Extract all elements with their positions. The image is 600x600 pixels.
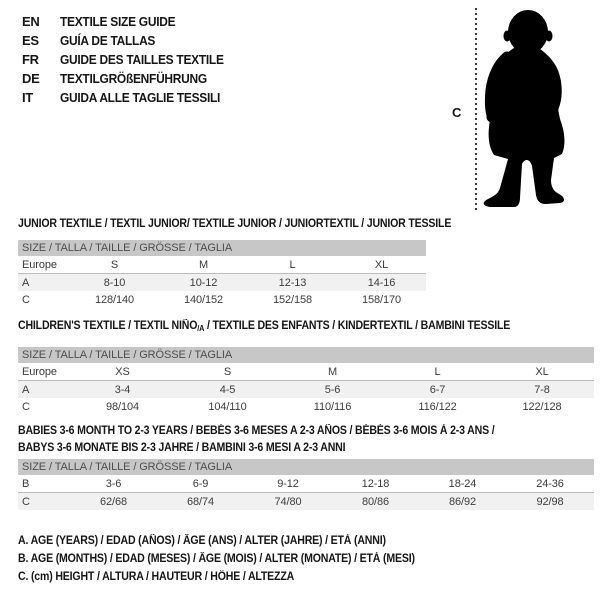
size-bar-label: SIZE / TALLA / TAILLE / GRÖSSE / TAGLIA	[18, 240, 426, 256]
children-title-suffix: / TEXTILE DES ENFANTS / KINDERTEXTIL / BAMBINI TESSILE	[204, 320, 511, 332]
lang-code: DE	[22, 71, 40, 86]
lang-code: ES	[22, 33, 39, 48]
lang-row-es	[22, 31, 238, 50]
size-cell: 128/140	[94, 293, 135, 306]
row-label: A	[18, 381, 70, 399]
footnote-c: C. (cm) HEIGHT / ALTURA / HAUTEUR / HÖHE / ALTEZZA	[18, 571, 295, 583]
row-label: B	[18, 475, 70, 493]
column-header: S	[70, 256, 159, 274]
table-row	[18, 274, 426, 292]
lang-code: EN	[22, 14, 40, 29]
size-cell: 116/122	[418, 400, 457, 413]
size-cell: 7-8	[490, 381, 594, 399]
junior-size-table	[18, 240, 426, 308]
table-row	[18, 493, 594, 511]
size-cell: 6-9	[157, 475, 244, 493]
size-cell: 24-36	[506, 475, 594, 493]
children-size-table	[18, 347, 594, 415]
babies-title-line2: BABYS 3-6 MONATE BIS 2-3 JAHRE / BAMBINI 3-6 MESI A 2-3 ANNI	[18, 442, 346, 454]
column-header: M	[280, 363, 385, 381]
size-cell: 74/80	[244, 493, 332, 511]
toddler-silhouette-icon	[470, 2, 600, 212]
row-label: C	[18, 493, 70, 511]
footnotes	[18, 532, 449, 586]
column-header: M	[159, 256, 248, 274]
column-header: XL	[490, 363, 594, 381]
column-header: Europe	[18, 256, 70, 274]
height-measure-dotted-line	[475, 8, 477, 210]
size-cell: 9-12	[244, 475, 332, 493]
lang-row-de	[22, 69, 238, 88]
size-bar	[18, 459, 594, 475]
column-header: XS	[70, 363, 175, 381]
size-cell: 5-6	[280, 381, 385, 399]
size-cell: 68/74	[157, 493, 244, 511]
size-bar-label: SIZE / TALLA / TAILLE / GRÖSSE / TAGLIA	[18, 459, 594, 475]
size-cell: 12-13	[248, 274, 337, 292]
column-header: L	[248, 256, 337, 274]
lang-row-en	[22, 12, 238, 31]
size-cell: 140/152	[183, 293, 224, 306]
lang-code: IT	[22, 90, 33, 105]
size-cell: 10-12	[159, 274, 248, 292]
size-cell: 98/104	[105, 400, 140, 413]
size-cell: 14-16	[337, 274, 426, 292]
column-header-row	[18, 363, 594, 381]
table-row	[18, 398, 594, 415]
babies-title-line1: BABIES 3-6 MONTH TO 2-3 YEARS / BEBÉS 3-6 MESES A 2-3 AÑOS / BÉBÉS 3-6 MOIS À 2-3 ANS /	[18, 425, 495, 437]
table-row	[18, 291, 426, 308]
lang-title: GUIDA ALLE TAGLIE TESSILI	[60, 90, 221, 105]
size-cell: 3-6	[70, 475, 157, 493]
size-cell: 86/92	[419, 493, 506, 511]
size-cell: 158/170	[361, 293, 402, 306]
size-cell: 92/98	[506, 493, 594, 511]
size-cell: 104/110	[208, 400, 247, 413]
size-cell: 18-24	[419, 475, 506, 493]
size-cell: 152/158	[272, 293, 313, 306]
lang-title: TEXTILGRÖßENFÜHRUNG	[60, 71, 207, 86]
footnote-b: B. AGE (MONTHS) / EDAD (MESES) / ÂGE (MOIS) / ALTER (MONATE) / ETÀ (MESI)	[18, 553, 415, 565]
size-cell: 3-4	[70, 381, 175, 399]
column-header: S	[175, 363, 280, 381]
lang-title: GUÍA DE TALLAS	[60, 33, 156, 48]
junior-table-title: JUNIOR TEXTILE / TEXTIL JUNIOR/ TEXTILE JUNIOR / JUNIORTEXTIL / JUNIOR TESSILE	[18, 218, 452, 230]
lang-row-it	[22, 88, 238, 107]
size-cell: 12-18	[332, 475, 419, 493]
row-label: A	[18, 274, 70, 292]
row-label: C	[22, 293, 30, 306]
column-header: XL	[337, 256, 426, 274]
language-title-block	[22, 12, 238, 107]
size-cell: 122/128	[522, 400, 562, 413]
row-label: C	[22, 400, 30, 413]
size-cell: 8-10	[70, 274, 159, 292]
table-row	[18, 381, 594, 399]
babies-table-title	[18, 423, 494, 457]
size-bar-label: SIZE / TALLA / TAILLE / GRÖSSE / TAGLIA	[18, 347, 594, 363]
size-bar	[18, 347, 594, 363]
children-title-prefix: CHILDREN'S TEXTILE / TEXTIL NIÑO	[18, 320, 198, 332]
size-cell: 62/68	[70, 493, 157, 511]
size-bar	[18, 240, 426, 256]
children-table-title	[18, 318, 510, 337]
height-measure-label: C	[452, 105, 462, 120]
lang-code: FR	[22, 52, 39, 67]
column-header-row	[18, 256, 426, 274]
table-row	[18, 475, 594, 493]
column-header: L	[385, 363, 490, 381]
babies-size-table	[18, 459, 594, 510]
lang-title: GUIDE DES TAILLES TEXTILE	[60, 52, 224, 67]
column-header: Europe	[18, 363, 70, 381]
size-cell: 80/86	[332, 493, 419, 511]
size-cell: 6-7	[385, 381, 490, 399]
size-cell: 110/116	[313, 400, 352, 413]
size-cell: 4-5	[175, 381, 280, 399]
children-title-subscript: /A	[197, 324, 205, 333]
lang-row-fr	[22, 50, 238, 69]
lang-title: TEXTILE SIZE GUIDE	[60, 14, 176, 29]
footnote-a: A. AGE (YEARS) / EDAD (AÑOS) / ÂGE (ANS) / ALTER (JAHRE) / ETÀ (ANNI)	[18, 535, 386, 547]
